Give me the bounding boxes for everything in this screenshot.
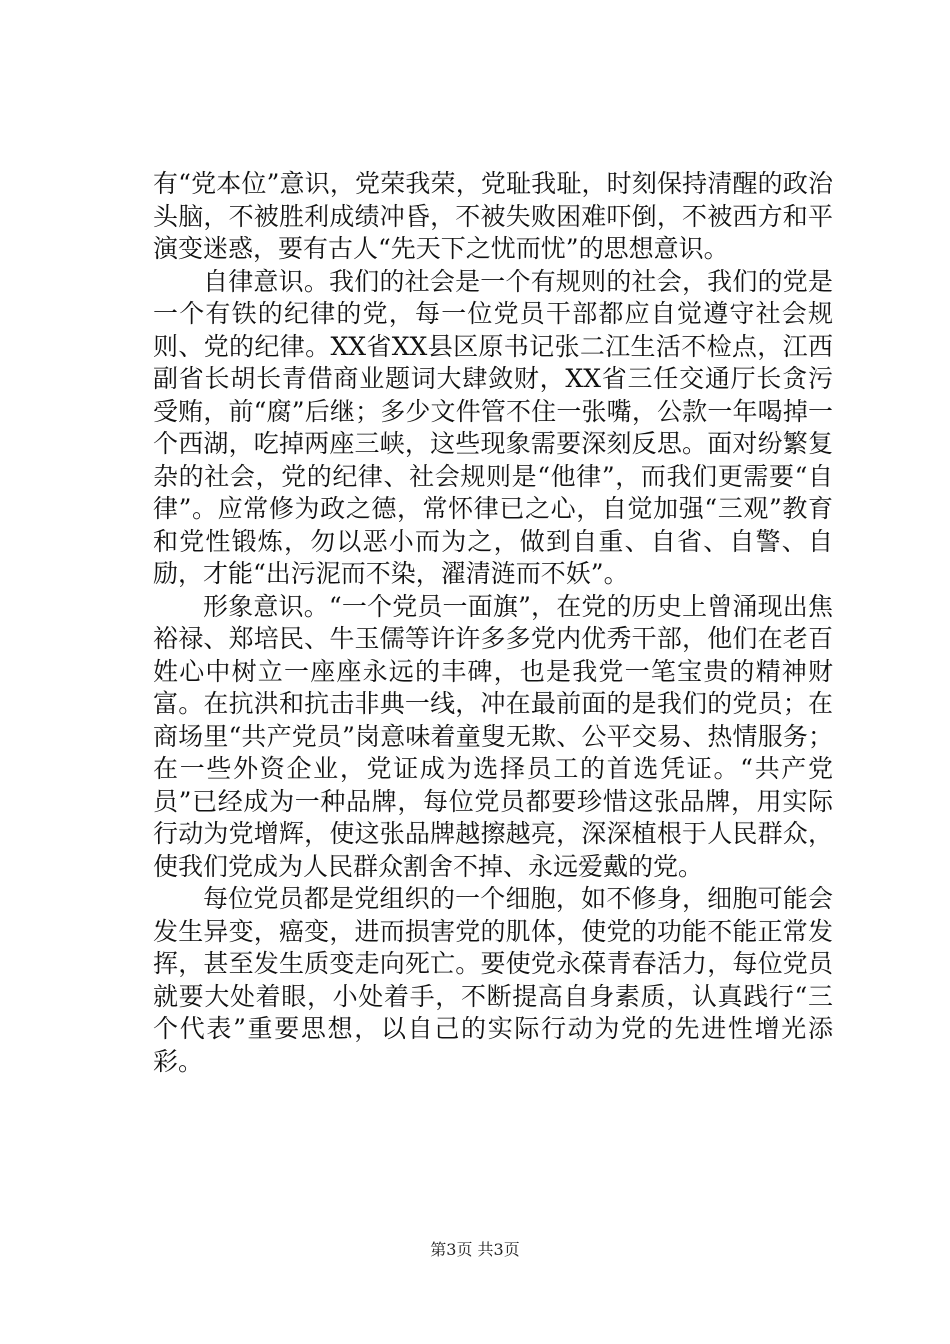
- page-number-footer: 第3页 共3页: [430, 1240, 520, 1259]
- paragraph-conclusion: 每位党员都是党组织的一个细胞，如不修身，细胞可能会发生异变，癌变，进而损害党的肌体，使党的功能不能正常发挥，甚至发生质变走向死亡。要使党永葆青春活力，每位党员就要大处着眼，小处着手，不断提高自身素质，认真践行“三个代表”重要思想，以自己的实际行动为党的先进性增光添彩。: [153, 884, 833, 1076]
- paragraph-image-awareness: 形象意识。“一个党员一面旗”，在党的历史上曾涌现出焦裕禄、郑培民、牛玉儒等许许多多党内优秀干部，他们在老百姓心中树立一座座永远的丰碑，也是我党一笔宝贵的精神财富。在抗洪和抗击非典一线，冲在最前面的是我们的党员；在商场里“共产党员”岗意味着童叟无欺、公平交易、热情服务；在一些外资企业，党证成为选择员工的首选凭证。“共产党员”已经成为一种品牌，每位党员都要珍惜这张品牌，用实际行动为党增辉，使这张品牌越擦越亮，深深植根于人民群众，使我们党成为人民群众割舍不掉、永远爱戴的党。: [153, 591, 833, 881]
- document-body: [153, 168, 833, 1078]
- paragraph-continuation: 有“党本位”意识，党荣我荣，党耻我耻，时刻保持清醒的政治头脑，不被胜利成绩冲昏，不被失败困难吓倒，不被西方和平演变迷惑，要有古人“先天下之忧而忧”的思想意识。: [153, 169, 833, 263]
- paragraph-self-discipline: 自律意识。我们的社会是一个有规则的社会，我们的党是一个有铁的纪律的党，每一位党员干部都应自觉遵守社会规则、党的纪律。XX省XX县区原书记张二江生活不检点，江西副省长胡长青借商业题词大肆敛财，XX省三任交通厅长贪污受贿，前“腐”后继；多少文件管不住一张嘴，公款一年喝掉一个西湖，吃掉两座三峡，这些现象需要深刻反思。面对纷繁复杂的社会，党的纪律、社会规则是“他律”，而我们更需要“自律”。应常修为政之德，常怀律已之心，自觉加强“三观”教育和党性锻炼，勿以恶小而为之，做到自重、自省、自警、自励，才能“出污泥而不染，濯清涟而不妖”。: [153, 266, 833, 588]
